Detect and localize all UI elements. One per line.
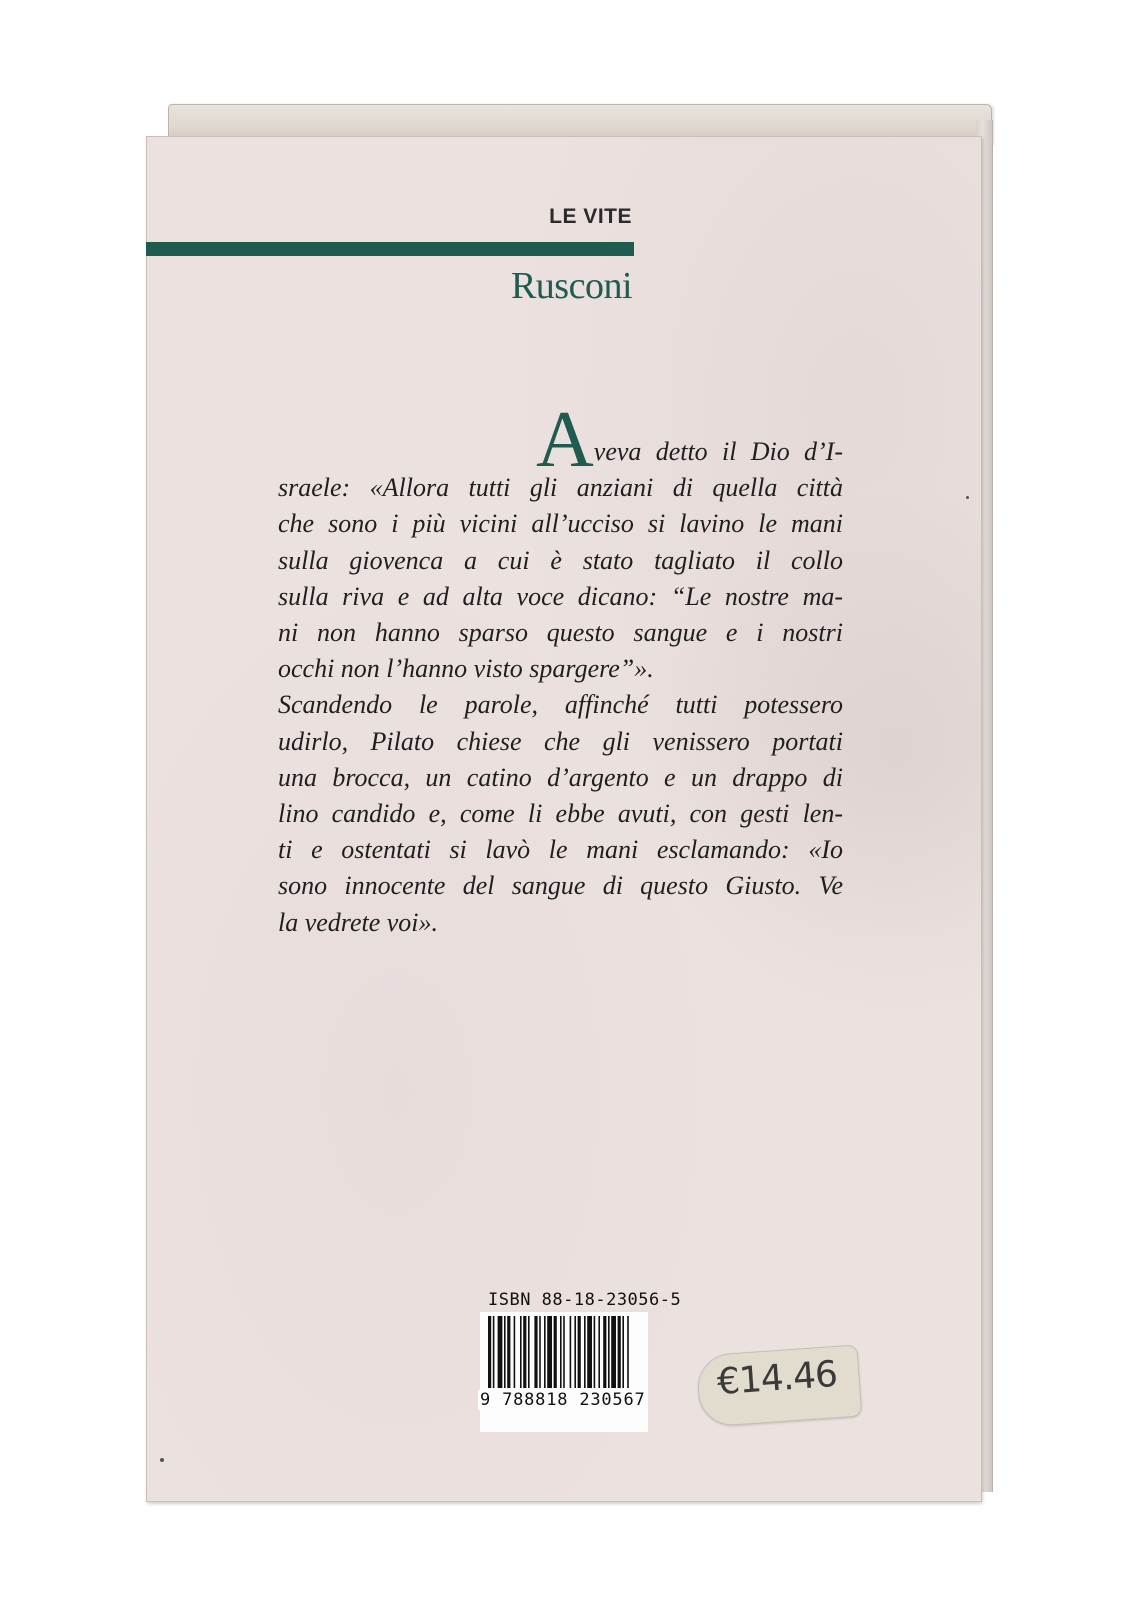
blurb-line: che sono i più vicini all’ucciso si lavino le mani (278, 509, 843, 539)
barcode-bar (598, 1316, 600, 1388)
barcode-bar (498, 1316, 503, 1388)
barcode-bar (547, 1316, 552, 1388)
publisher-logo: Rusconi (510, 265, 632, 307)
barcode-bar (539, 1316, 541, 1388)
barcode-bar (594, 1316, 596, 1388)
barcode-bar (622, 1316, 624, 1388)
barcode-bar (563, 1316, 565, 1388)
isbn-label: ISBN 88-18-23056-5 (488, 1290, 682, 1310)
barcode-bar (570, 1316, 572, 1388)
barcode (480, 1312, 648, 1432)
barcode-bar (544, 1316, 546, 1388)
barcode-bar (587, 1316, 592, 1388)
blurb-line: lino candido e, come li ebbe avuti, con gesti len- (278, 799, 843, 829)
blurb-line: sulla riva e ad alta voce dicano: “Le nostre ma- (278, 581, 843, 611)
blurb-line: sraele: «Allora tutti gli anziani di quella città (278, 473, 843, 503)
blurb-line: sulla giovenca a cui è stato tagliato il collo (278, 545, 843, 575)
speck (160, 1458, 164, 1462)
drop-cap: A (536, 396, 594, 484)
barcode-bar (578, 1316, 581, 1388)
barcode-digits: 9 788818 230567 (480, 1390, 646, 1410)
blurb-text (278, 396, 843, 941)
barcode-bar (504, 1316, 506, 1388)
blurb-line: la vedrete voi». (278, 907, 439, 937)
blurb-line: occhi non l’hanno visto spargere”». (278, 654, 654, 684)
barcode-bar (520, 1316, 522, 1388)
price-text: €14.46 (715, 1353, 839, 1404)
blurb-line: Scandendo le parole, affinché tutti potessero (278, 690, 843, 720)
speck (966, 496, 969, 499)
blurb-line: Aveva detto il Dio d’I- (536, 396, 843, 484)
barcode-bar (608, 1316, 610, 1388)
barcode-bar (627, 1316, 629, 1388)
barcode-bar (574, 1316, 576, 1388)
barcode-bar (603, 1316, 606, 1388)
blurb-line: udirlo, Pilato chiese che gli venissero portati (278, 726, 843, 756)
blurb-line: una brocca, un catino d’argento e un drappo di (278, 762, 843, 792)
barcode-bars-icon (480, 1312, 648, 1392)
barcode-bar (618, 1316, 621, 1388)
barcode-bar (528, 1316, 530, 1388)
barcode-bar (493, 1316, 495, 1388)
blurb-line: sono innocente del sangue di questo Giusto. Ve (278, 871, 843, 901)
barcode-bar (560, 1316, 562, 1388)
barcode-bar (507, 1316, 510, 1388)
series-title: LE VITE (549, 205, 632, 228)
barcode-bar (584, 1316, 586, 1388)
barcode-bar (554, 1316, 557, 1388)
barcode-bar (523, 1316, 526, 1388)
blurb-line: ni non hanno sparso questo sangue e i nostri (278, 618, 843, 648)
barcode-bar (534, 1316, 537, 1388)
barcode-bar (514, 1316, 516, 1388)
barcode-bar (488, 1316, 491, 1388)
barcode-bar (611, 1316, 616, 1388)
accent-rule (146, 242, 634, 256)
blurb-line: ti e ostentati si lavò le mani esclamando: «Io (278, 835, 843, 865)
